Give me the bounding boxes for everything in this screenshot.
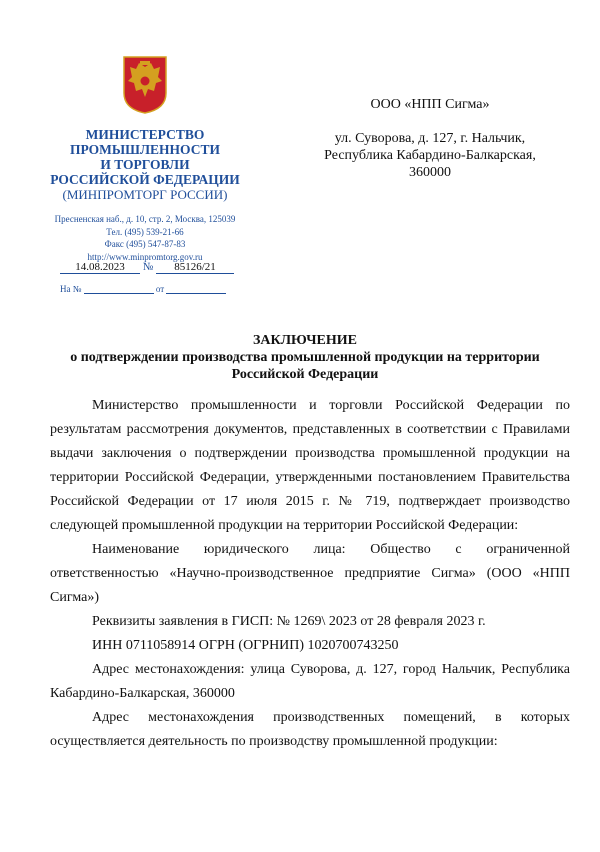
body-paragraph: Наименование юридического лица: Общество с ограниченной ответственностью «Научно-производственное предприятие Сигма» (ООО «НПП Сигма») [50, 542, 570, 605]
ministry-name-line: РОССИЙСКОЙ ФЕДЕРАЦИИ [50, 172, 240, 187]
ref-label: На № [60, 284, 82, 294]
recipient-org: ООО «НПП Сигма» [370, 97, 490, 112]
ministry-address: Пресненская наб., д. 10, стр. 2, Москва, 125039 [54, 214, 236, 224]
ministry-name-line: ПРОМЫШЛЕННОСТИ [70, 142, 220, 157]
body-paragraph: Адрес местонахождения производственных помещений, в которых осуществляется деятельность по производству промышленной продукции: [50, 710, 570, 749]
document-body [50, 394, 570, 754]
ministry-name-line: И ТОРГОВЛИ [100, 157, 190, 172]
ref-from-label: от [155, 284, 165, 294]
document-date: 14.08.2023 [60, 261, 140, 274]
recipient-address-line: ул. Суворова, д. 127, г. Нальчик, [334, 131, 526, 146]
document-title [40, 332, 570, 383]
document-number: 85126/21 [156, 261, 234, 274]
reference-row [60, 284, 226, 294]
body-paragraph: ИНН 0711058914 ОГРН (ОГРНИП) 1020700743250 [92, 638, 399, 653]
number-sign: № [142, 261, 154, 273]
title-heading: ЗАКЛЮЧЕНИЕ [252, 333, 358, 348]
body-paragraph: Министерство промышленности и торговли Российской Федерации по результатам рассмотрения документов, представленных в соответствии с Правилами выдачи заключения о подтверждении производства промышленной продукции на территории Российской Федерации, утвержденными постановлением Правительства Российской Федерации от 17 июля 2015 г. № 719, подтверждает производство следующей промышленной продукции на территории Российской Федерации: [50, 398, 570, 533]
contact-info [40, 213, 250, 263]
letterhead [40, 55, 250, 263]
ref-date-blank [166, 284, 226, 294]
ministry-name [40, 127, 250, 187]
title-subtitle-line: Российской Федерации [231, 367, 379, 382]
recipient-block [290, 96, 570, 181]
registration-row [60, 261, 234, 274]
ministry-fax: Факс (495) 547-87-83 [104, 239, 186, 249]
russian-coat-of-arms-icon [122, 55, 168, 115]
ministry-short-name: (МИНПРОМТОРГ РОССИИ) [62, 187, 228, 202]
body-paragraph: Адрес местонахождения: улица Суворова, д. 127, город Нальчик, Республика Кабардино-Балкарская, 360000 [50, 662, 570, 701]
body-paragraph: Реквизиты заявления в ГИСП: № 1269\ 2023 от 28 февраля 2023 г. [92, 614, 486, 629]
ministry-name-line: МИНИСТЕРСТВО [85, 127, 205, 142]
title-subtitle-line: о подтверждении производства промышленной продукции на территории [70, 350, 540, 365]
recipient-address-line: 360000 [409, 165, 451, 180]
ref-number-blank [84, 284, 154, 294]
recipient-address-line: Республика Кабардино-Балкарская, [324, 148, 536, 163]
ministry-website: http://www.minpromtorg.gov.ru [87, 251, 203, 262]
ministry-phone: Тел. (495) 539-21-66 [106, 226, 184, 237]
